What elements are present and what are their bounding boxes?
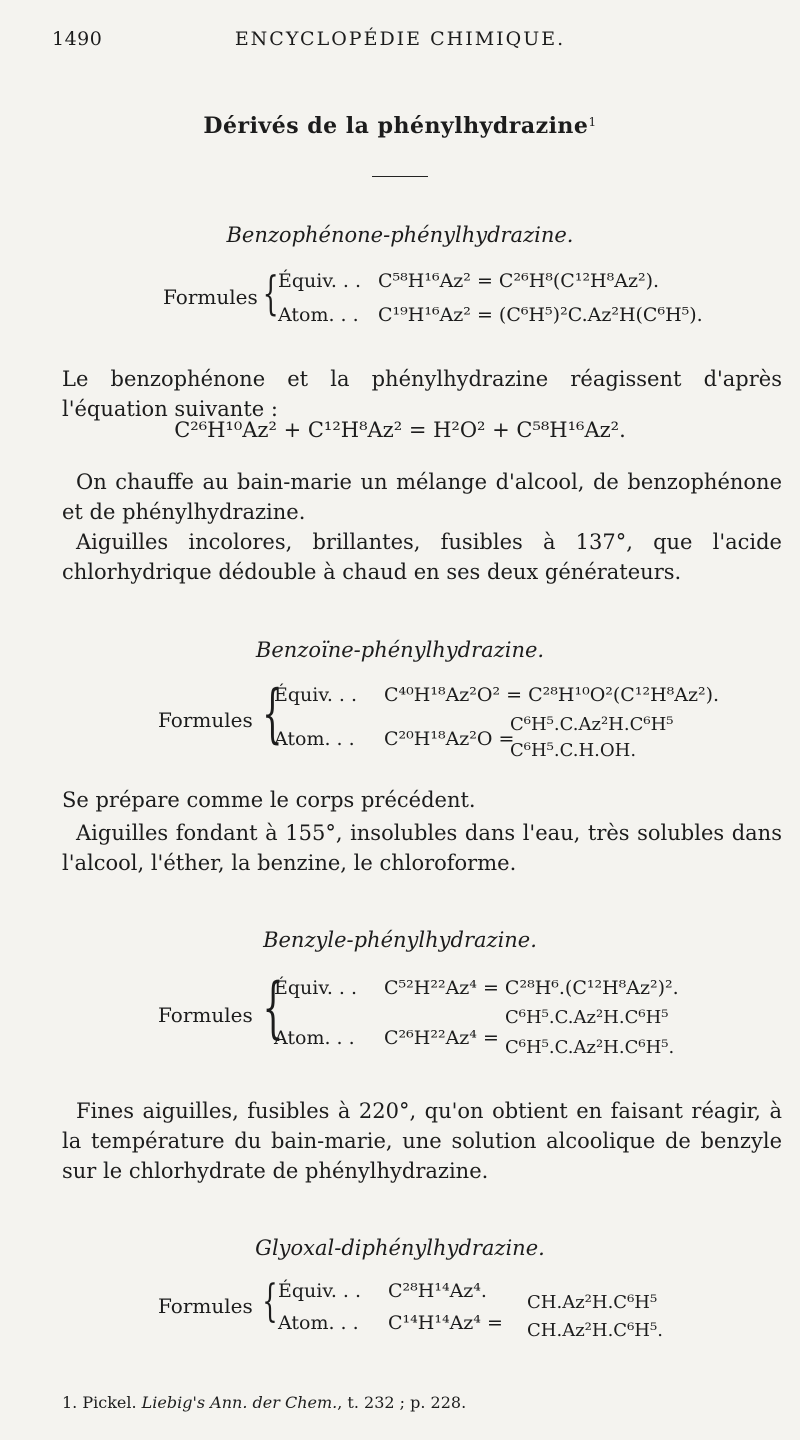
formulas-benzophenone (0, 268, 800, 348)
equiv-row (274, 977, 679, 999)
formulas-glyoxal (0, 1278, 800, 1348)
brace: { (262, 1276, 278, 1327)
paragraph: Le benzophénone et la phénylhydrazine réagissent d'après l'équation suivante : (62, 367, 782, 421)
formulas-label: Formules (158, 1003, 253, 1027)
formulas-benzyle (0, 969, 800, 1070)
structure-bottom: CH.Az²H.C⁶H⁵. (527, 1320, 663, 1341)
atom-row (278, 304, 703, 326)
equiv-key: Équiv. . . (274, 977, 358, 999)
atom-key: Atom. . . (278, 1312, 359, 1334)
equiv-row (274, 684, 719, 706)
atom-row (278, 1312, 503, 1334)
title-divider (372, 176, 428, 177)
atom-formula: C²⁶H²²Az⁴ = (384, 1027, 499, 1049)
equiv-formula: C⁴⁰H¹⁸Az²O² = C²⁸H¹⁰O²(C¹²H⁸Az²). (384, 684, 720, 706)
footnote-number: 1. (62, 1393, 78, 1412)
footnote-author: Pickel. (82, 1393, 137, 1412)
equiv-key: Équiv. . . (278, 270, 362, 292)
paragraph: Se prépare comme le corps précédent. (62, 788, 476, 812)
equiv-row (278, 270, 659, 292)
atom-formula: C²⁰H¹⁸Az²O = (384, 728, 515, 750)
atom-key: Atom. . . (274, 1027, 355, 1049)
atom-key: Atom. . . (278, 304, 359, 326)
reaction-equation: C²⁶H¹⁰Az² + C¹²H⁸Az² = H²O² + C⁵⁸H¹⁶Az². (174, 418, 626, 442)
atom-row (274, 728, 514, 750)
structure-bottom: C⁶H⁵.C.Az²H.C⁶H⁵. (505, 1037, 675, 1058)
paragraph: Fines aiguilles, fusibles à 220°, qu'on obtient en faisant réagir, à la température du bain-marie, une solution alcoolique de benzyle sur le chlorhydrate de phénylhydrazine. (62, 1099, 782, 1183)
page-number: 1490 (52, 28, 103, 50)
footnote-ref: , t. 232 ; p. 228. (337, 1393, 467, 1412)
equiv-formula: C⁵⁸H¹⁶Az² = C²⁶H⁸(C¹²H⁸Az²). (378, 270, 660, 292)
running-title: ENCYCLOPÉDIE CHIMIQUE. (234, 28, 566, 50)
structure-bottom: C⁶H⁵.C.H.OH. (510, 740, 637, 761)
equiv-key: Équiv. . . (274, 684, 358, 706)
heading-benzophenone: Benzophénone-phénylhydrazine. (226, 223, 574, 247)
formulas-label: Formules (163, 285, 258, 309)
section-title-text: Dérivés de la phénylhydrazine (203, 113, 589, 139)
atom-key: Atom. . . (274, 728, 355, 750)
paragraph: Aiguilles incolores, brillantes, fusibles à 137°, que l'acide chlorhydrique dédouble à chaud en ses deux générateurs. (62, 530, 782, 584)
structure-top: C⁶H⁵.C.Az²H.C⁶H⁵ (510, 714, 674, 735)
equiv-formula: C⁵²H²²Az⁴ = C²⁸H⁶.(C¹²H⁸Az²)². (384, 977, 679, 999)
equiv-row (278, 1280, 487, 1302)
equiv-formula: C²⁸H¹⁴Az⁴. (388, 1280, 487, 1302)
section-title (0, 113, 800, 139)
footnote (62, 1393, 466, 1412)
structure-top: CH.Az²H.C⁶H⁵ (527, 1292, 658, 1313)
brace: { (262, 677, 283, 751)
heading-benzoine: Benzoïne-phénylhydrazine. (255, 638, 545, 662)
formulas-benzoine (0, 677, 800, 772)
heading-glyoxal: Glyoxal-diphénylhydrazine. (255, 1236, 545, 1260)
atom-formula: C¹⁹H¹⁶Az² = (C⁶H⁵)²C.Az²H(C⁶H⁵). (378, 304, 703, 326)
equiv-key: Équiv. . . (278, 1280, 362, 1302)
brace: { (262, 266, 279, 320)
footnote-marker: 1 (588, 115, 597, 129)
brace: { (262, 969, 284, 1046)
formulas-label: Formules (158, 1294, 253, 1318)
atom-row (274, 1027, 499, 1049)
atom-formula: C¹⁴H¹⁴Az⁴ = (388, 1312, 503, 1334)
heading-benzyle: Benzyle-phénylhydrazine. (263, 928, 537, 952)
footnote-journal: Liebig's Ann. der Chem. (141, 1393, 338, 1412)
paragraph: Aiguilles fondant à 155°, insolubles dans l'eau, très solubles dans l'alcool, l'éther, la benzine, le chloroforme. (62, 821, 782, 875)
structure-top: C⁶H⁵.C.Az²H.C⁶H⁵ (505, 1007, 669, 1028)
formulas-label: Formules (158, 708, 253, 732)
paragraph: On chauffe au bain-marie un mélange d'alcool, de benzophénone et de phénylhydrazine. (62, 470, 782, 524)
